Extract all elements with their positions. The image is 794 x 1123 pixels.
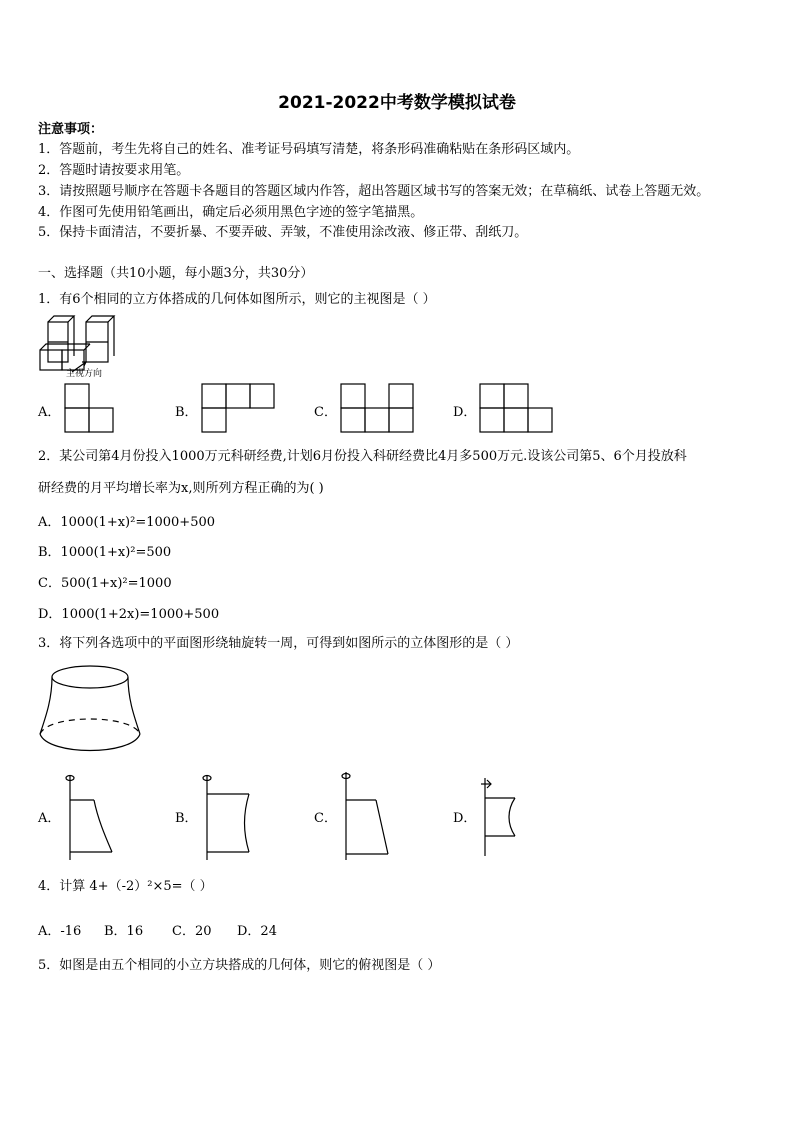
q3-stem: 3．将下列各选项中的平面图形绕轴旋转一周，可得到如图所示的立体图形的是（ ） [38,636,519,651]
q3-option-d-label[interactable]: D． [453,811,477,826]
q2-option-a[interactable]: A．1000(1+x)²=1000+500 [38,515,216,530]
notice-item-3: 3．请按照题号顺序在答题卡各题目的答题区域内作答，超出答题区域书写的答案无效；在草稿纸、试卷上答题无效。 [38,184,710,199]
q2-option-b[interactable]: B．1000(1+x)²=500 [38,545,172,560]
q2-stem-line1: 2．某公司第4月份投入1000万元科研经费,计划6月份投入科研经费比4月多500万元.设该公司第5、6个月投放科 [38,449,687,464]
q4-option-a[interactable]: A．-16 [38,924,82,939]
q1-option-c-label[interactable]: C． [314,405,337,420]
notice-heading: 注意事项： [38,122,104,137]
notice-item-4: 4．作图可先使用铅笔画出，确定后必须用黑色字迹的签字笔描黑。 [38,205,424,220]
q3-option-b-label[interactable]: B． [175,811,198,826]
page-title: 2021-2022中考数学模拟试卷 [278,93,516,113]
q4-option-c[interactable]: C．20 [172,924,212,939]
section-heading: 一、选择题（共10小题，每小题3分，共30分） [38,266,314,281]
q1-option-a-label[interactable]: A． [38,405,61,420]
notice-item-2: 2．答题时请按要求用笔。 [38,163,190,178]
q1-option-a-figure[interactable] [65,384,113,432]
q3-option-c-label[interactable]: C． [314,811,337,826]
notice-item-1: 1．答题前，考生先将自己的姓名、准考证号码填写清楚，将条形码准确粘贴在条形码区域内。 [38,142,580,157]
q1-option-c-figure[interactable] [341,384,413,432]
q3-option-a-label[interactable]: A． [38,811,61,826]
q4-option-d[interactable]: D．24 [237,924,277,939]
q3-solid-figure [38,664,142,754]
q1-option-b-label[interactable]: B． [175,405,198,420]
q2-option-c[interactable]: C．500(1+x)²=1000 [38,576,172,591]
notice-item-5: 5．保持卡面清洁，不要折暴、不要弄破、弄皱，不准使用涂改液、修正带、刮纸刀。 [38,225,528,240]
q3-option-d-figure[interactable] [477,774,521,856]
q1-stem: 1．有6个相同的立方体搭成的几何体如图所示，则它的主视图是（ ） [38,292,436,307]
q1-option-b-figure[interactable] [202,384,274,432]
q3-option-b-figure[interactable] [199,772,255,860]
q4-option-b[interactable]: B．16 [104,924,144,939]
q3-option-a-figure[interactable] [62,772,118,860]
q1-direction-label: 主视方向 [66,369,103,379]
q1-option-d-figure[interactable] [480,384,552,432]
q2-stem-line2: 研经费的月平均增长率为x,则所列方程正确的为( ) [38,481,324,496]
q2-option-d[interactable]: D．1000(1+2x)=1000+500 [38,607,220,622]
q4-stem: 4．计算 4+（-2）²×5=（ ） [38,879,213,894]
q1-option-d-label[interactable]: D． [453,405,477,420]
q5-stem: 5．如图是由五个相同的小立方块搭成的几何体，则它的俯视图是（ ） [38,958,441,973]
q3-option-c-figure[interactable] [338,770,394,860]
